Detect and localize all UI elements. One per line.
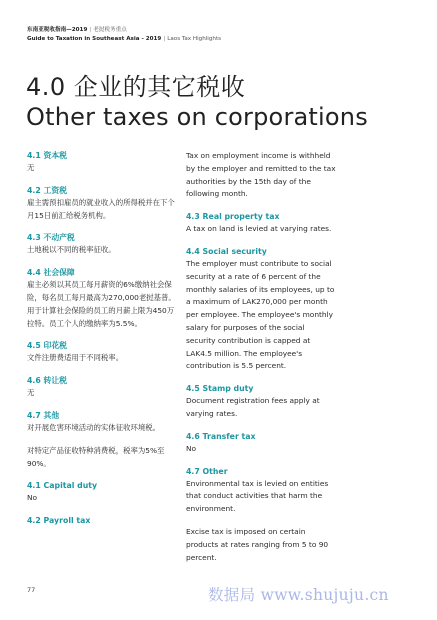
section-capital-duty-en (27, 480, 177, 505)
section-heading: 4.6 转让税 (27, 376, 67, 386)
page-title (26, 72, 416, 132)
section-stamp-duty-zh (27, 340, 177, 365)
section-text: 雇主必须以其员工每月薪资的6%缴纳社会保险，每名员工每月最高为270,000老挝基普。用于计算社会保险的员工的月薪上限为450万拉特。员工个人的缴纳率为5.5%。 (27, 280, 176, 328)
section-heading: 4.4 Social security (186, 246, 267, 256)
section-transfer-tax-en (186, 431, 336, 456)
section-heading: 4.1 资本税 (27, 151, 67, 160)
section-text: 无 (27, 163, 35, 172)
page-header (27, 26, 417, 44)
section-other-en (186, 466, 336, 516)
section-text: Excise tax is imposed on certain products at rates ranging from 5 to 90 percent. (186, 526, 329, 562)
section-heading: 4.3 Real property tax (186, 212, 280, 222)
section-social-security-zh (27, 267, 177, 330)
left-column (27, 150, 177, 527)
section-text: 雇主需预扣雇员的就业收入的所得税并在下个月15日前汇给税务机构。 (27, 197, 175, 220)
right-column (186, 150, 336, 564)
section-capital-duty-zh (27, 150, 177, 175)
section-text: No (27, 493, 38, 503)
section-payroll-tax-en (27, 515, 177, 527)
section-text: A tax on land is levied at varying rates. (186, 224, 332, 234)
section-heading: 4.7 其他 (27, 410, 60, 420)
page-number: 77 (27, 586, 36, 594)
section-payroll-tax-en-text (186, 150, 336, 201)
section-heading: 4.4 社会保障 (27, 268, 75, 278)
section-heading: 4.2 工资税 (27, 185, 67, 195)
section-heading: 4.5 印花税 (27, 341, 67, 351)
section-text: 文件注册费适用于不同税率。 (27, 353, 124, 363)
section-other-zh (27, 410, 177, 435)
section-transfer-tax-zh (27, 375, 177, 400)
section-social-security-en (186, 246, 336, 373)
section-text: Document registration fees apply at varying rates. (186, 396, 320, 418)
section-heading: 4.1 Capital duty (27, 481, 98, 491)
section-text: Tax on employment income is withheld by the employer and remitted to the tax authorities by the 15th day of the following month. (186, 151, 336, 199)
header-separator: | (89, 27, 92, 33)
section-real-property-tax-en (186, 211, 336, 236)
header-zh-year: —2019 (66, 27, 88, 33)
header-zh-country: 老挝税务重点 (93, 27, 127, 33)
section-text: The employer must contribute to social security at a rate of 6 percent of the monthly salaries of its employees, up to a maximum of LAK270,000 per month per employee. The employee's monthly salary for purposes of the social security contribution is capped at LAK4.5 million. The employee's contribution is 5.5 percent. (186, 258, 335, 371)
section-stamp-duty-en (186, 383, 336, 421)
section-excise-tax-zh (27, 445, 177, 471)
watermark: 数据局 www.shujuju.cn (208, 586, 389, 604)
section-text: 对开展危害环境活动的实体征收环境税。 (27, 422, 161, 432)
page-title-english: Other taxes on corporations (26, 103, 368, 131)
section-real-property-tax-zh (27, 232, 177, 257)
page-title-chinese: 4.0 企业的其它税收 (26, 73, 246, 101)
section-heading: 4.2 Payroll tax (27, 516, 91, 526)
header-english-line (27, 35, 417, 44)
header-en-title: Guide to Taxation in Southeast Asia - 2019 (27, 36, 162, 42)
section-text: No (186, 443, 197, 453)
section-heading: 4.5 Stamp duty (186, 384, 254, 394)
section-excise-tax-en (186, 526, 336, 564)
section-text: 土地税以不同的税率征收。 (27, 245, 116, 255)
section-text: Environmental tax is levied on entities that conduct activities that harm the environment. (186, 478, 329, 514)
section-payroll-tax-zh (27, 185, 177, 223)
section-text: 对特定产品征收特种消费税，税率为5%至90%。 (27, 445, 165, 468)
section-text: 无 (27, 388, 35, 398)
section-heading: 4.6 Transfer tax (186, 431, 256, 441)
header-chinese-line (27, 26, 417, 35)
header-en-country: Laos Tax Highlights (167, 36, 222, 42)
header-zh-title: 东南亚税收指南 (27, 27, 67, 33)
section-heading: 4.3 不动产税 (27, 233, 75, 243)
section-heading: 4.7 Other (186, 466, 228, 476)
header-separator: | (163, 36, 166, 42)
